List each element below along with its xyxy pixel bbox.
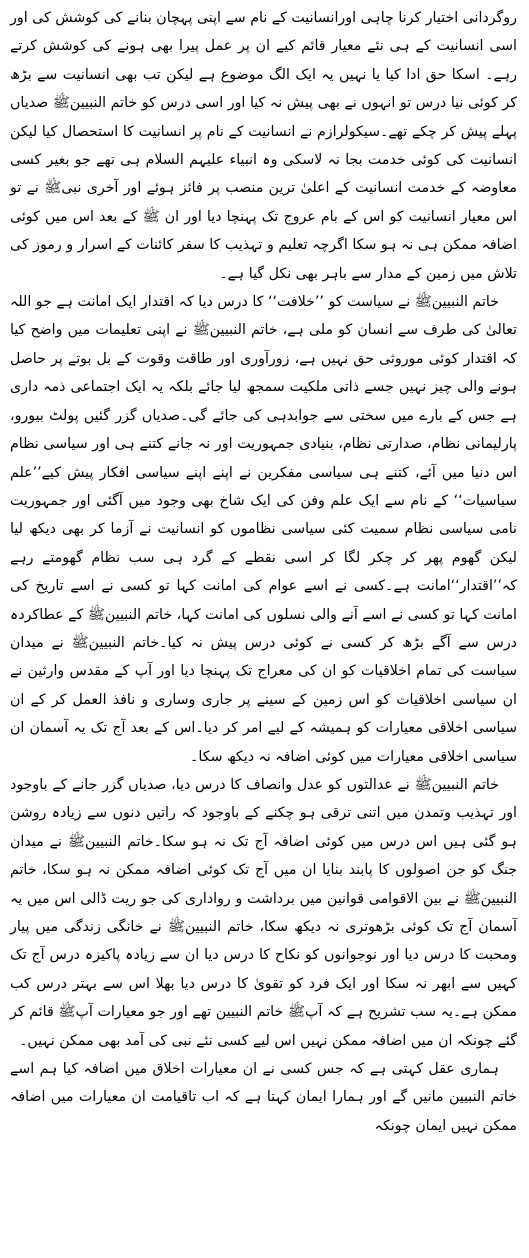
paragraph-politics-khilafat: خاتم النبیینﷺ نے سیاست کو ’’خلافت‘‘ کا درس دیا کہ اقتدار ایک امانت ہے جو اللہ تعالیٰ کی طرف سے انسان کو ملی ہے، خاتم النبیینﷺ نے اپنی تعلیمات میں واضح کیا کہ اقتدار کوئی موروثی حق نہیں ہے، زورآوری اور طاقت وقوت کے بل بوتے پر حاصل ہونے والی چیز نہیں جسے ذاتی ملکیت سمجھ لیا جائے بلکہ یہ ایک اجتماعی ذمہ داری ہے جس کے بارے میں سختی سے جوابدہی کی جائے گی۔صدیاں گزر گئیں پولٹ بیورو، پارلیمانی نظام، صدارتی نظام، بنیادی جمہوریت اور نہ جانے کتنے ہی اور سیاسی نظام اس دنیا میں آئے، کتنے ہی سیاسی مفکرین نے اپنے اپنے سیاسی افکار پیش کیے’’علم سیاسیات‘‘ کے نام سے ایک علم وفن کی ایک شاخ بھی وجود میں آگئی اور جمہوریت نامی سیاسی نظام سمیت کئی سیاسی نظاموں کو انسانیت نے آزما کر بھی دیکھ لیا لیکن گھوم پھر کر چکر لگا کر اسی نقطے کے گرد ہی سب نظام گھومتے رہے کہ’’اقتدار‘‘امانت ہے۔کسی نے اسے عوام کی امانت کہا تو کسی نے اسے تاریخ کی امانت کہا تو کسی نے اسے آنے والی نسلوں کی امانت کہا، خاتم النبیینﷺ کے عطاکردہ درس سے آگے بڑھ کر کسی نے کوئی درس پیش نہ کیا۔خاتم النبیینﷺ نے میدان سیاست کی تمام اخلاقیات کو ان کی معراج تک پہنچا دیا اور آپ کے مقدس وارثین نے ان سیاسی اخلاقیات کو اس زمین کے سینے پر جاری وساری و نافذ العمل کر کے ان سیاسی اخلاقی معیارات کو ہمیشہ کے لیے امر کر دیا۔اس کے بعد آج تک یہ آسمان ان سیاسی اخلاقی معیارات میں کوئی اضافہ نہ دیکھ سکا۔ <box>10 294 517 765</box>
paragraph-reason-and-faith: ہماری عقل کہتی ہے کہ جس کسی نے ان معیارات اخلاق میں اضافہ کیا ہم اسے خاتم النبیین مانیں گے اور ہمارا ایمان کہتا ہے کہ اب تاقیامت ان معیارات میں اضافہ ممکن نہیں ایمان چونکہ <box>10 1061 517 1134</box>
paragraph-secularism-humanity: روگردانی اختیار کرنا چاہی اورانسانیت کے نام سے اپنی پہچان بنانے کی کوشش کی اور اسی انسانیت کے ہی نئے معیار قائم کیے ان پر عمل پیرا بھی ہونے کی کوشش کرتے رہے۔ اسکا حق ادا کیا یا نہیں یہ ایک الگ موضوع ہے لیکن تب بھی انسانیت سے بڑھ کر کوئی نیا درس تو انہوں نے بھی پیش نہ کیا اور اسی درس کو خاتم النبیینﷺ صدیاں پہلے پیش کر چکے تھے۔سیکولرازم نے انسانیت کے نام پر انسانیت کا استحصال کیا لیکن انسانیت کی کوئی خدمت بجا نہ لاسکی وہ انبیاء علیہم السلام ہی تھے جو بغیر کسی معاوضہ کے خدمت انسانیت کے اعلیٰ ترین منصب پر فائز ہوئے اور آخری نبیﷺ نے تو اس معیار انسانیت کو اس کے بام عروج تک پہنچا دیا اور ان ﷺ کے بعد اس میں کوئی اضافہ ممکن ہی نہ ہو سکا اگرچہ تعلیم و تہذیب کا سفر کائنات کے اسرار و رموز کی تلاش میں زمین کے مدار سے باہر بھی نکل گیا ہے۔ <box>10 10 517 282</box>
paragraph-justice-courts: خاتم النبیینﷺ نے عدالتوں کو عدل وانصاف کا درس دیا، صدیاں گزر جانے کے باوجود اور تہذیب وتمدن میں اتنی ترقی ہو چکنے کے باوجود کہ راتیں دنوں سے زیادہ روشن ہو گئی ہیں اس درس میں کوئی اضافہ آج تک نہ ہو سکا۔خاتم النبیینﷺ نے میدان جنگ کو جن اصولوں کا پابند بنایا ان میں آج تک کوئی اضافہ ممکن نہ ہو سکا، خاتم النبیینﷺ نے بین الاقوامی قوانین میں برداشت و رواداری کی جو ریت ڈالی اس میں یہ آسمان آج تک کوئی بڑھوتری نہ دیکھ سکا، خاتم النبیینﷺ نے خانگی زندگی میں پیار ومحبت کا درس دیا اور نوجوانوں کو نکاح کا درس دیا ان سے زیادہ پاکیزہ درس آج تک کہیں سے ابھر نہ سکا اور ایک فرد کو تقویٰ کا درس دیا بھلا اس سے بہتر درس کب ممکن ہے۔یہ سب تشریح ہے کہ آپﷺ خاتم النبیین تھے اور جو معیارات آپﷺ قائم کر گئے چونکہ ان میں اضافہ ممکن نہیں اس لیے کسی نئے نبی کی آمد بھی ممکن نہیں۔ <box>10 776 517 1049</box>
